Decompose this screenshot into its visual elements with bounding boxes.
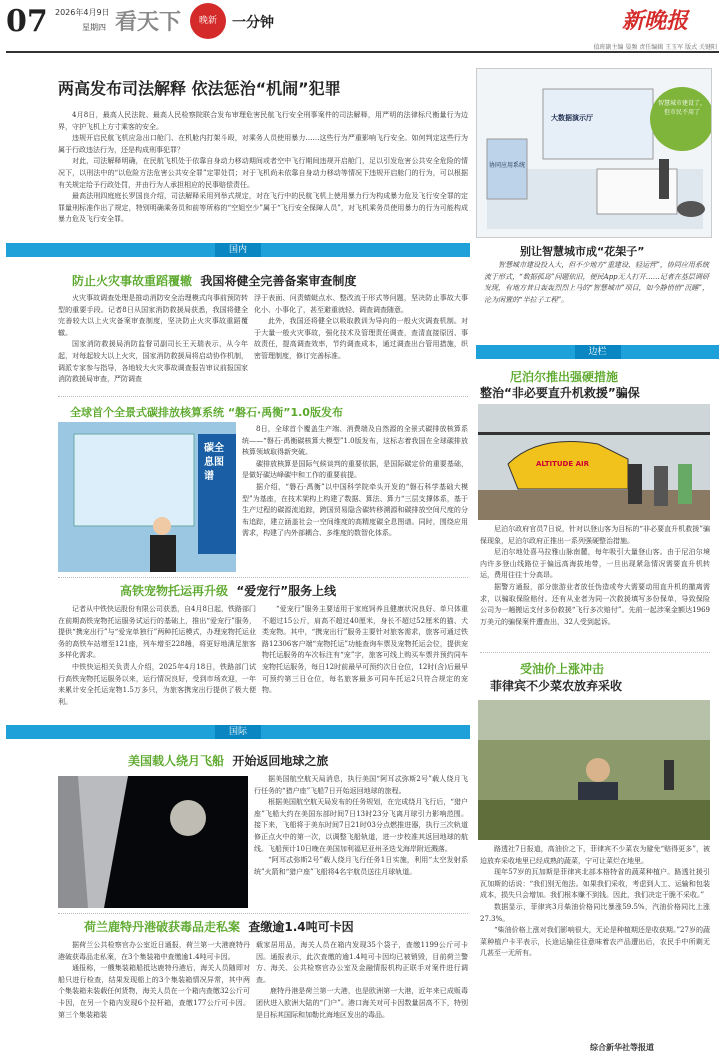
carbon-body: 8日，全球首个覆盖生产端、消费端及自然源的全景式碳排放核算系统——“磐石·禹衡碳核算大模型”1.0版发布，这标志着我国在全球碳排放核算领域取得新突破。 碳排放核算是国际气候谈判的重要依据，是国际碳定价的重要基础，是做好碳达峰碳中和工作的重要前提。 据介绍，“磐石·禹衡”以中国科学院牵头开发的“磐石科学基础大模型”为基座，在技术架构上构建了数据、算法、算力“三层支撑体系，基于生产过程的碳源流追踪，跨国贸易隐含碳转移溯源和碳排放空间尺度的分布追踪，建立涵盖社会一空间维度的高精度碳全息图谱。同时，围绕应用需求，构建了内外部耦合、多维度的数智化体系。 (242, 425, 468, 538)
moon-title: 美国载人绕月飞船 开始返回地球之旅 (128, 754, 329, 768)
phil-body: 路透社7日报道，高油价之下，菲律宾不少菜农为避免“赔得更多”，被迫放弃采收地里已经成熟的蔬菜，宁可让菜烂在地里。 现年57岁的瓦加斯是菲律宾北部本格特省的蔬菜种植户。路透社援引瓦加斯的话说：“我们别无他法。如果我们采收，考虑到人工、运输和包装成本，损失只会增加。我们根本赚不到钱。因此，我们决定干脆不采收。” 数据显示，菲律宾3月柴油价格同比暴涨59.5%，汽油价格同比上涨27.3%。 “柴油价格上涨对我们影响很大，无论是种植期还是收获期。”27岁的蔬菜种植户卡平表示，长途运输往往意味着农产品遭出后，农民手中所剩无几甚至一无所有。 (480, 845, 710, 958)
masthead (0, 0, 725, 50)
nepal-title-a: 尼泊尔推出强硬措施 (510, 370, 619, 384)
cartoon-label-hall: 大数据演示厅 (551, 114, 593, 122)
column-name: 一分钟 (232, 15, 274, 31)
divider (58, 396, 468, 397)
issue-weekday: 星期四 (82, 23, 106, 32)
smart-city-caption-title: 别让智慧城市成“花架子” (520, 245, 645, 258)
phil-photo (478, 700, 710, 840)
cartoon-label-system: 协同应用系统 (489, 162, 526, 169)
nepal-photo (478, 404, 710, 520)
section-name: 看天下 (115, 10, 182, 35)
fire-col-1: 火灾事故调查处理是推动消防安全治理模式向事前预防转型的重要手段。记者8日从国家消防救援局获悉，我国将健全完善较大以上火灾备案审查制度，坚决防止火灾事故重蹈覆辙。 国家消防救援局消防监督司副司长王天瑞表示，从今年起，对每起较大以上火灾，国家消防救援局将启动协作机制，调派专家参与指导，各地较大火灾事故调查报告审议前报国家消防救援局审查，严防调查 (58, 294, 248, 384)
drug-title: 荷兰鹿特丹港破获毒品走私案 查缴逾1.4吨可卡因 (84, 920, 354, 934)
divider (480, 652, 710, 653)
cartoon-illustration (477, 69, 712, 238)
nepal-body: 尼泊尔政府官员7日说，针对以登山客为目标的“非必要直升机救援”骗保现象，尼泊尔政府正推出一系列强硬整治措施。 尼泊尔地处喜马拉雅山脉南麓，每年吸引大量登山客。由于尼泊尔境内许多登山线路位于偏远高海拔地带，一旦出现紧急情况需要直升机转运，费用往往十分高昂。 据警方通报，部分旅游业者放任伪造或夸大需要动用直升机的撤离需求，以骗取保险赔付。还有从业者为同一次救援填写多份保单，导致保险公司为一趟搬运支付多份救援“飞行多次赔付”。先前一起涉案金额达1969万美元的骗保案件遭查出，32人受到起诉。 (480, 525, 710, 626)
page-number: 07 (6, 4, 48, 39)
pet-col-1: 记者从中铁快运股份有限公司获悉，自4月8日起，铁路部门在前期高铁宠物托运服务试运行的基础上，推出“爱宠行”服务，提供“携宠出行”与“爱宠单独行”两种托运模式，办理宠物托运业务的高铁车站增至121座，列车增至228趟，将更好地满足旅客多样化需求。 中铁快运相关负责人介绍，2025年4月18日，铁路部门试行高铁宠物托运服务以来，运行情况良好，受到市场欢迎，一年来累计安全托运宠物1.5万多只，为旅客携宠出行提供了极大便利。 (58, 605, 256, 706)
masthead-rule (6, 51, 719, 53)
nepal-title-b: 整治“非必要直升机救援”骗保 (480, 386, 640, 400)
credits: 值班副主编 晏频 责任编辑 王玉军 版式 关键阳 (593, 44, 717, 51)
paper-logo: 新晚报 (622, 8, 689, 34)
phil-title-a: 受油价上涨冲击 (520, 662, 605, 676)
divider (58, 577, 468, 578)
smart-city-caption: 智慧城市建设投入大，但不少地方“重建设、轻运营”，协同应用系统流于形式，“数据孤岛”问题依旧，便民App无人打开……记者在基层调研发现，有地方昔日轰轰烈烈上马的“智慧城市”项目，如今静悄悄“沉睡”，沦为闲置的“半拉子工程”。 (484, 261, 709, 304)
moon-photo-scene (58, 776, 248, 908)
fire-col-2: 浮于表面、问责蜻蜓点水、整改流于形式等问题，坚决防止事故大事化小、小事化了，甚至避重就轻、调查调查随意。 此外，我国还将健全以吸取教训为导向的一般火灾调查机制。对于大量一般火灾事故，强化技术及管理责任调查，查清直接原因、事故责任，提高调查效率，节约调查成本，通过调查出台管用措施，织密管理制度，修订完善标准。 (254, 294, 468, 360)
moon-photo (58, 776, 248, 908)
drug-col-2: 载家居用品，海关人员在箱内发现35个袋子，查缴1199公斤可卡因。通报表示，此次查缴的逾1.4吨可卡因均已被销毁，目前荷兰警方、海关、公共检察官办公室及金融情报机构正联手对案件进行调查。 鹿特丹港是荷兰第一大港，也是欧洲第一大港，近年来已成贩毒团伙进入欧洲大陆的“门户”。港口海关对可卡因数量居高不下，特别是目标其国际和加勒比海地区发出的毒品。 (256, 941, 468, 1019)
fire-title: 防止火灾事故重蹈覆辙 我国将健全完善备案审查制度 (72, 274, 357, 288)
moon-body: 据美国航空航天局消息，执行美国“阿耳忒弥斯2号”载人绕月飞行任务的“猎户座”飞船7日开始返回地球的旅程。 根据美国航空航天局发布的任务规划，在完成绕月飞行后，“猎户座”飞船大约在美国东部时间7日13时23分飞离月球引力影响范围。接下来，飞船将于美东时间7日21时03分点燃推进器，执行三次轨道修正点火中的第一次，以调整飞船轨道，进一步校准其返回地球的航线。飞船预计10日晚在美国加利福尼亚州圣迭戈海岸附近溅落。 “阿耳忒弥斯2号”载人绕月飞行任务1日实施，利用“太空发射系统”火箭和“猎户座”飞船将4名宇航员送往月球轨道。 (254, 775, 468, 876)
lead-title: 两高发布司法解释 依法惩治“机闹”犯罪 (58, 79, 341, 98)
drug-col-1: 据荷兰公共检察官办公室近日通报，荷兰第一大港鹿特丹港破获毒品走私案，在3个集装箱中查缴逾1.4吨可卡因。 通报称，一艘集装箱船抵达鹿特丹港后，海关人员随即对船只进行检查，结果发现船上的3个集装箱情况异常，其中两个集装箱未装载任何货物，海关人员在一个箱内查缴32公斤可卡因，在另一个箱内发现6个拉杆箱，查缴177公斤可卡因。第三个集装箱装 (58, 941, 250, 1019)
carbon-title: 全球首个全景式碳排放核算系统 “磐石·禹衡”1.0版发布 (70, 406, 343, 419)
section-bar-domestic: 国内 (6, 243, 470, 257)
cartoon-label-bubble: 智慧城市建设了，但市民不用了 (658, 100, 707, 116)
divider (58, 913, 468, 914)
helicopter-livery: ALTITUDE AIR (536, 460, 589, 468)
column-badge: 晚新 (190, 3, 226, 39)
carbon-photo (58, 422, 236, 572)
pet-title: 高铁宠物托运再升级 “爱宠行”服务上线 (120, 584, 337, 598)
lead-body: 4月8日，最高人民法院、最高人民检察院联合发布审理危害民航飞行安全刑事案件的司法解释，用严明的法律标尺衡量行为边界，守护飞机上方寸乘客的安全。 违规开启民航飞机应急出口舱门、在机舱内打架斗殴，对乘务人员使用暴力……这些行为严重影响飞行安全。如何判定这些行为属于行政违法行为，还是构成刑事犯罪？ 对此，司法解释明确，在民航飞机处于依靠自身动力移动期间或者空中飞行期间违规开启舱门，足以引发危害公共安全危险的情况下，以刑法中的“以危险方法危害公共安全罪”定罪处罚；对于飞机尚未依靠自身动力移动等情况下违规开启舱门的行为，可以根据有关规定给予行政处罚，并由行为人承担相应的民事赔偿责任。 最高法刑四庭庭长罗国良介绍，司法解释采用列举式规定，对在飞行中的民航飞机上使用暴力行为构成暴力危及飞行安全罪的定罪量刑标准作出了规定，特别明确乘务员和前等所称的“空姐空少”属于“飞行安全保障人员”，对飞机乘务员使用暴力的行为可能构成暴力危及飞行安全罪。 (58, 111, 468, 224)
source-footer: 综合新华社等报道 (590, 1043, 654, 1052)
phil-title-b: 菲律宾不少菜农放弃采收 (490, 679, 623, 693)
farm-scene (478, 700, 710, 840)
smart-city-cartoon (476, 68, 712, 238)
section-bar-periphery: 边栏 (476, 345, 719, 359)
section-bar-international: 国际 (6, 725, 470, 739)
carbon-photo-label: 碳全息图谱 (204, 443, 224, 482)
helicopter-scene (478, 404, 710, 520)
pet-col-2: “爱宠行”服务主要适用于家庭饲养且健康状况良好、单只体重不超过15公斤，肩高不超过40厘米，身长不超过52厘米的猫、犬类宠物。其中，“携宠出行”服务主要针对旅客需求，旅客可通过铁路12306客户端“宠物托运”功能查询车票及宠物托运会位，提供宠物托运服务的车次标注有“宠”字，旅客可线上购买车票并预约同车宠物托运服务，每日12时前最早可预约次日仓位，12时(含)后最早可预约第三日仓位，每名旅客最多可同车托运2只符合规定的宠物。 (262, 605, 468, 695)
issue-date: 2026年4月9日 (55, 8, 110, 17)
